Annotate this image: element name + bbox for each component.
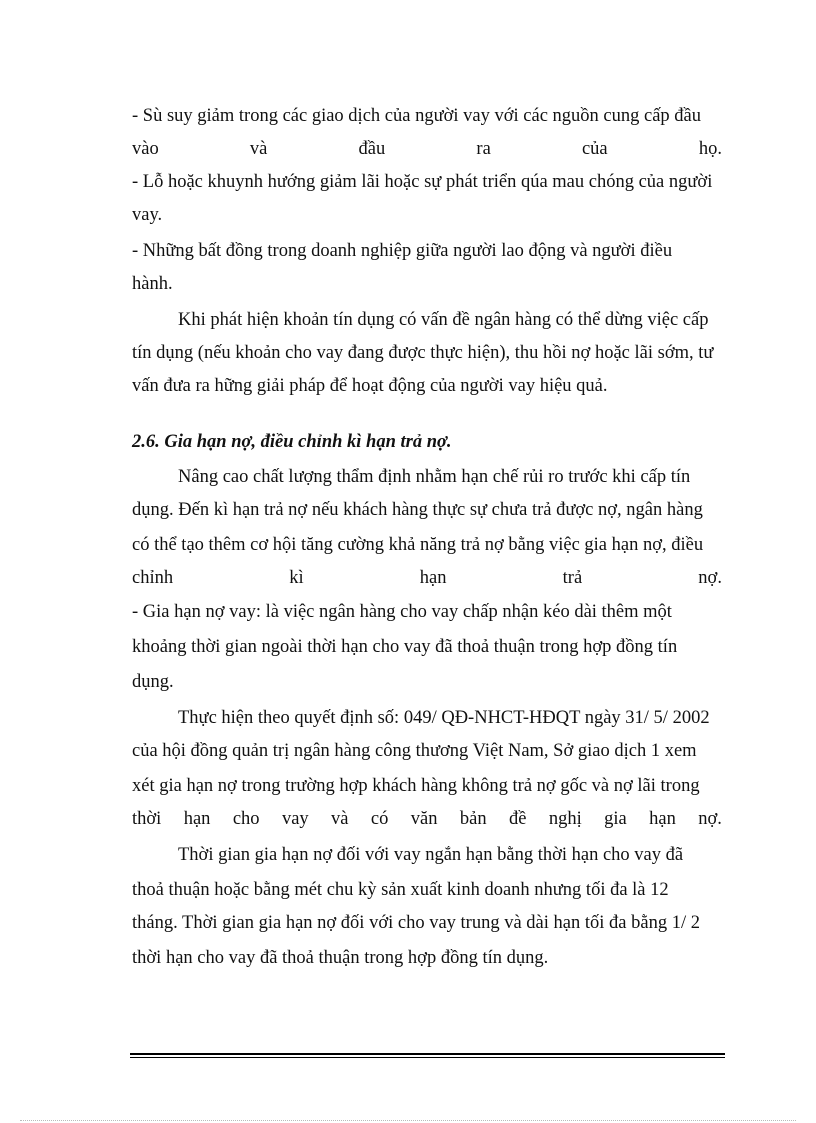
word: vào xyxy=(132,139,159,159)
text-line: tháng. Thời gian gia hạn nợ đối với cho vay trung và dài hạn tối đa bằng 1/ 2 xyxy=(132,913,700,933)
word: thời xyxy=(132,809,162,829)
word: trả xyxy=(562,568,583,588)
text-line: Nâng cao chất lượng thẩm định nhằm hạn chế rủi ro trước khi cấp tín xyxy=(178,467,691,487)
text-line: có thể tạo thêm cơ hội tăng cường khả năng trả nợ bằng việc gia hạn nợ, điều xyxy=(132,535,704,555)
word: vay xyxy=(281,809,309,829)
word: hạn xyxy=(419,568,447,588)
word: họ. xyxy=(698,139,722,159)
justified-line xyxy=(132,566,722,590)
text-line: dụng. Đến kì hạn trả nợ nếu khách hàng thực sự chưa trả được nợ, ngân hàng xyxy=(132,500,703,520)
text-line xyxy=(132,104,722,128)
text-line: - Lỗ hoặc khuynh hướng giảm lãi hoặc sự phát triển qúa mau chóng của người xyxy=(132,172,713,192)
word: ra xyxy=(476,139,491,159)
word: và xyxy=(331,809,349,829)
page-edge-dots xyxy=(20,1120,796,1122)
word: văn xyxy=(410,809,438,829)
justified-line xyxy=(132,137,722,161)
section-heading: 2.6. Gia hạn nợ, điều chỉnh kì hạn trả nợ. xyxy=(132,432,452,452)
word: bản xyxy=(459,809,487,829)
text: - Sù suy giảm trong các giao dịch của người vay với các nguồn cung cấp đầu xyxy=(132,106,702,126)
text-line: khoảng thời gian ngoài thời hạn cho vay đã thoả thuận trong hợp đồng tín xyxy=(132,637,678,657)
text-line: của hội đồng quản trị ngân hàng công thương Việt Nam, Sở giao dịch 1 xem xyxy=(132,741,697,761)
footer-rule-thin xyxy=(130,1057,725,1058)
word: hạn xyxy=(649,809,676,829)
word: kì xyxy=(289,568,304,588)
text-line: tín dụng (nếu khoản cho vay đang được thực hiện), thu hồi nợ hoặc lãi sớm, tư xyxy=(132,343,714,363)
word: đề xyxy=(508,809,527,829)
text-line: dụng. xyxy=(132,672,174,692)
word: nợ. xyxy=(698,809,722,829)
text-line: vấn đưa ra hững giải pháp để hoạt động của người vay hiệu quả. xyxy=(132,376,608,396)
word: có xyxy=(370,809,389,829)
text-line: vay. xyxy=(132,205,163,225)
word: cho xyxy=(232,809,260,829)
text-line: Khi phát hiện khoản tín dụng có vấn đề ngân hàng có thể dừng việc cấp xyxy=(178,310,709,330)
text-line: xét gia hạn nợ trong trường hợp khách hàng không trả nợ gốc và nợ lãi trong xyxy=(132,776,700,796)
word: đầu xyxy=(358,139,386,159)
word: và xyxy=(249,139,268,159)
text-line: - Những bất đồng trong doanh nghiệp giữa người lao động và người điều xyxy=(132,241,673,261)
word: gia xyxy=(604,809,627,829)
text-line: thoả thuận hoặc bằng mét chu kỳ sản xuất kinh doanh nhưng tối đa là 12 xyxy=(132,880,669,900)
text-line: Thời gian gia hạn nợ đối với vay ngắn hạn bằng thời hạn cho vay đã xyxy=(178,845,684,865)
word: nghị xyxy=(548,809,582,829)
word: chỉnh xyxy=(132,568,174,588)
text-line: - Gia hạn nợ vay: là việc ngân hàng cho vay chấp nhận kéo dài thêm một xyxy=(132,602,672,622)
text-line: thời hạn cho vay đã thoả thuận trong hợp đồng tín dụng. xyxy=(132,948,549,968)
word: hạn xyxy=(183,809,211,829)
word: của xyxy=(581,139,608,159)
word: nợ. xyxy=(698,568,722,588)
justified-line xyxy=(132,807,722,831)
text-line: hành. xyxy=(132,274,173,294)
text-line: Thực hiện theo quyết định số: 049/ QĐ-NHCT-HĐQT ngày 31/ 5/ 2002 xyxy=(178,708,710,728)
footer-rule-thick xyxy=(130,1053,725,1055)
